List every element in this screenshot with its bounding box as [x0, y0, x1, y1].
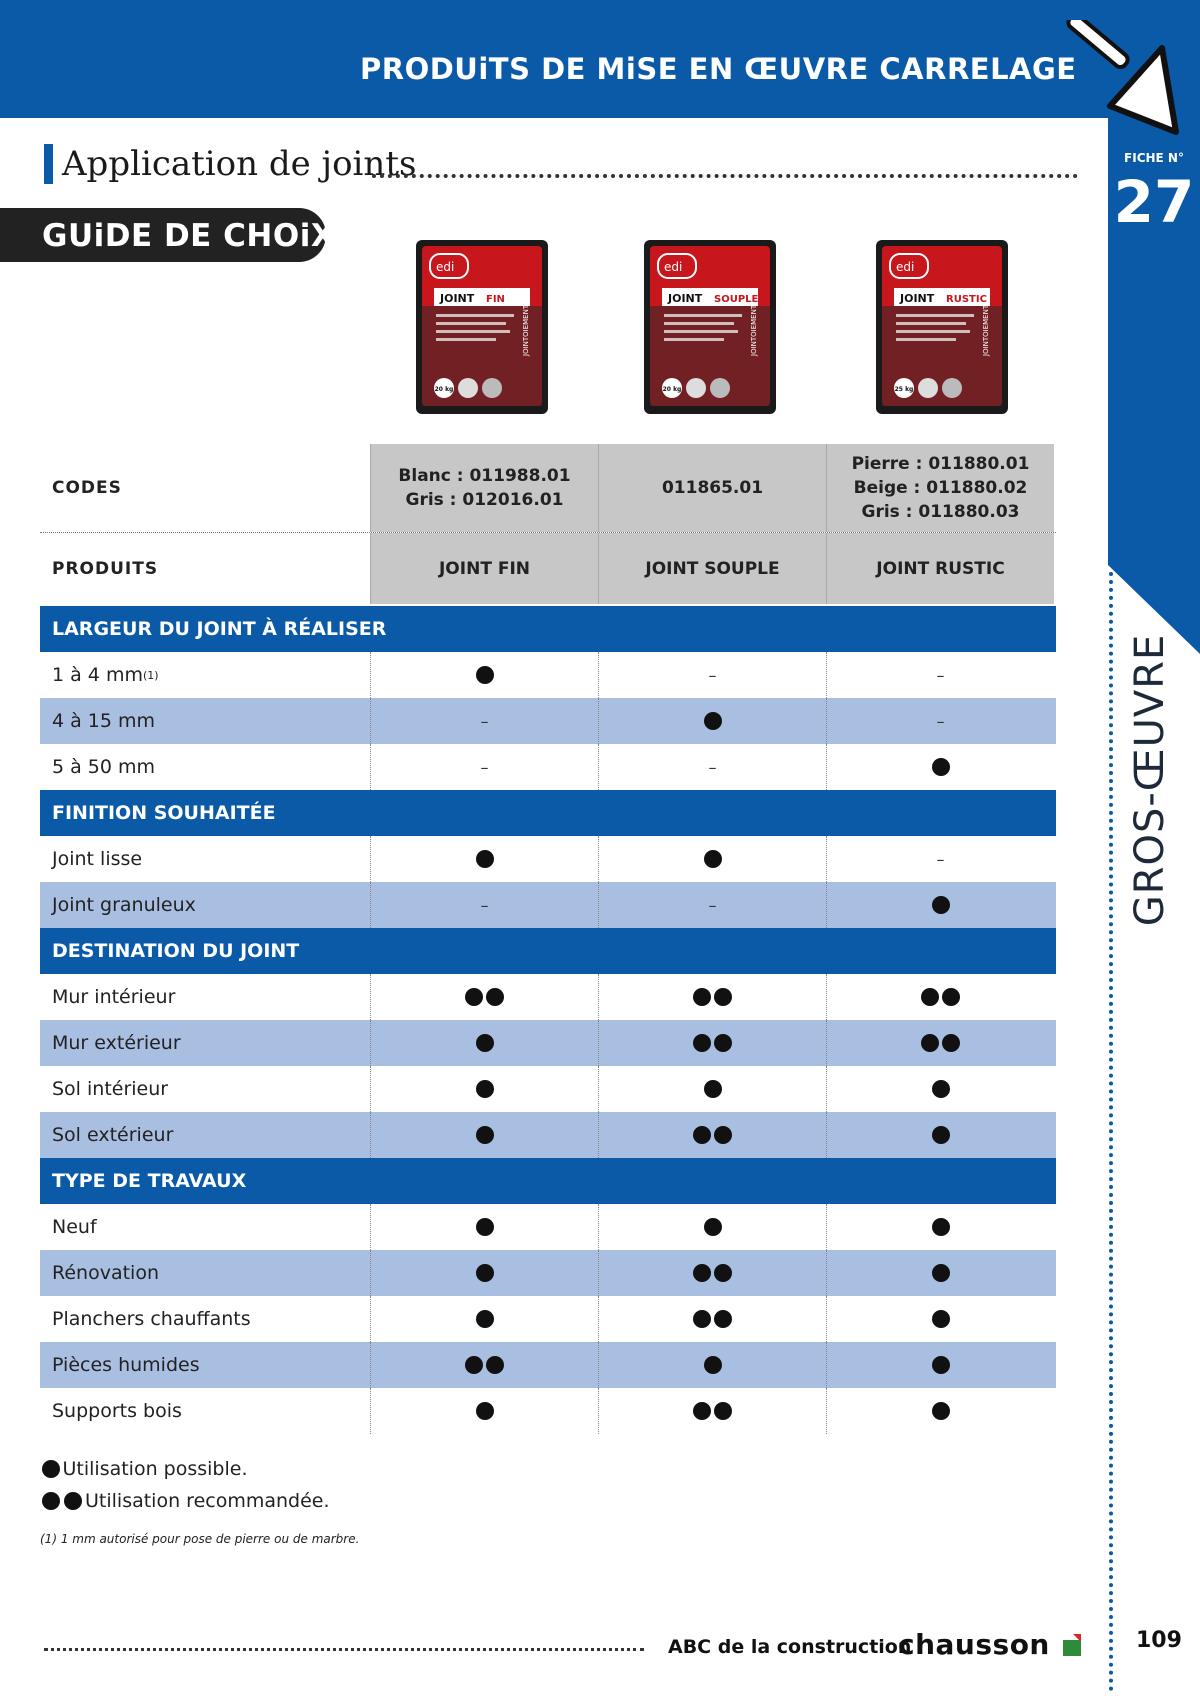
dot-icon [476, 1080, 494, 1098]
dot-icon [476, 1034, 494, 1052]
dot-icon [486, 988, 504, 1006]
value-cell [826, 698, 1054, 744]
row-label: Pièces humides [52, 1354, 200, 1376]
dot-icon [714, 1034, 732, 1052]
value-cell [370, 1066, 598, 1112]
dot-icon [932, 1080, 950, 1098]
row-label: Joint granuleux [52, 894, 196, 916]
legend-recommended-text: Utilisation recommandée. [85, 1490, 330, 1512]
bag-brand: edi [896, 260, 915, 274]
produits-row [40, 533, 1056, 604]
title-leader-dots [372, 174, 1078, 178]
section-header: DESTINATION DU JOINT [40, 928, 1056, 974]
row-label: Sol extérieur [52, 1124, 174, 1146]
dash-mark: – [480, 711, 489, 731]
value-cell [826, 974, 1054, 1020]
codes-row [40, 444, 1056, 532]
value-cell [370, 698, 598, 744]
dot-icon [64, 1492, 82, 1510]
bag-name-b: SOUPLE [714, 294, 759, 305]
product-name-3: JOINT RUSTIC [826, 533, 1054, 604]
fiche-label: FICHE N° [1124, 151, 1184, 165]
dot-icon [704, 1080, 722, 1098]
dash-mark: – [708, 757, 717, 777]
bag-side-text: JOINTOIEMENT [522, 304, 530, 356]
row-label: Neuf [52, 1216, 97, 1238]
value-cell [370, 1342, 598, 1388]
value-cell [826, 1066, 1054, 1112]
value-cell [826, 1020, 1054, 1066]
dot-icon [693, 1402, 711, 1420]
value-cell [598, 1250, 826, 1296]
value-cell [826, 1112, 1054, 1158]
value-cell [598, 1296, 826, 1342]
dot-icon [42, 1460, 60, 1478]
table-row [40, 836, 1056, 882]
value-cell [370, 1204, 598, 1250]
value-cell [598, 1066, 826, 1112]
value-cell [370, 836, 598, 882]
dot-icon [486, 1356, 504, 1374]
dot-icon [476, 666, 494, 684]
value-cell [598, 882, 826, 928]
dot-icon [476, 1126, 494, 1144]
dot-icon [42, 1492, 60, 1510]
row-label: Supports bois [52, 1400, 182, 1422]
table-row [40, 1204, 1056, 1250]
table-row [40, 652, 1056, 698]
dot-icon [932, 1356, 950, 1374]
logo-mark-icon [1063, 1634, 1081, 1656]
bag-name-a: JOINT [668, 292, 703, 305]
value-cell [598, 974, 826, 1020]
dot-icon [932, 1402, 950, 1420]
row-label: 1 à 4 mm (1) [52, 664, 159, 686]
dash-mark: – [480, 895, 489, 915]
dash-mark: – [936, 711, 945, 731]
dot-icon [704, 1218, 722, 1236]
dot-icon [693, 1034, 711, 1052]
product-bag-2 [640, 236, 780, 418]
product-code-3: Pierre : 011880.01 Beige : 011880.02 Gris : 011880.03 [826, 444, 1054, 532]
bag-brand: edi [436, 260, 455, 274]
value-cell [826, 836, 1054, 882]
row-label: Sol intérieur [52, 1078, 169, 1100]
table-row [40, 1066, 1056, 1112]
value-cell [598, 652, 826, 698]
dot-icon [476, 1310, 494, 1328]
header-title: PRODUiTS DE MiSE EN ŒUVRE CARRELAGE [360, 52, 1077, 86]
dot-icon [476, 850, 494, 868]
value-cell [370, 1020, 598, 1066]
value-cell [826, 652, 1054, 698]
bag-side-text: JOINTOIEMENT [750, 304, 758, 356]
value-cell [826, 1296, 1054, 1342]
table-row [40, 974, 1056, 1020]
codes-label: CODES [52, 478, 122, 498]
table-row [40, 1388, 1056, 1434]
table-row [40, 698, 1056, 744]
dash-mark: – [708, 895, 717, 915]
bag-weight: 20 kg [662, 386, 682, 393]
table-row [40, 1250, 1056, 1296]
sidebar-dotted-line [1109, 572, 1113, 1692]
bag-name-b: RUSTIC [946, 294, 987, 305]
table-row [40, 1020, 1056, 1066]
dash-mark: – [936, 665, 945, 685]
product-name-1: JOINT FIN [370, 533, 598, 604]
dot-icon [693, 1264, 711, 1282]
dot-icon [714, 1402, 732, 1420]
value-cell [598, 1342, 826, 1388]
dot-icon [714, 988, 732, 1006]
dot-icon [704, 712, 722, 730]
bag-side-text: JOINTOIEMENT [982, 304, 990, 356]
dot-icon [921, 988, 939, 1006]
product-name-2: JOINT SOUPLE [598, 533, 826, 604]
section-header: LARGEUR DU JOINT À RÉALISER [40, 606, 1056, 652]
table-row [40, 1112, 1056, 1158]
title-accent [44, 144, 53, 184]
dot-icon [476, 1402, 494, 1420]
product-code-1: Blanc : 011988.01 Gris : 012016.01 [370, 444, 598, 532]
row-label: Mur intérieur [52, 986, 176, 1008]
value-cell [826, 744, 1054, 790]
dash-mark: – [708, 665, 717, 685]
page-number: 109 [1136, 1628, 1182, 1653]
footer-abc: ABC de la construction [668, 1636, 912, 1658]
section-header: FINITION SOUHAITÉE [40, 790, 1056, 836]
dot-icon [693, 988, 711, 1006]
bag-weight: 20 kg [434, 386, 454, 393]
dash-mark: – [480, 757, 489, 777]
dot-icon [932, 896, 950, 914]
dot-icon [693, 1310, 711, 1328]
dot-icon [932, 758, 950, 776]
legend-possible-text: Utilisation possible. [62, 1458, 248, 1480]
fiche-number: 27 [1113, 168, 1195, 236]
value-cell [598, 1388, 826, 1434]
legend-possible [40, 1458, 248, 1480]
product-bag-3 [872, 236, 1012, 418]
dot-icon [704, 1356, 722, 1374]
value-cell [598, 1112, 826, 1158]
value-cell [370, 1250, 598, 1296]
brand-logo: chausson [898, 1628, 1050, 1661]
value-cell [370, 882, 598, 928]
value-cell [598, 1204, 826, 1250]
dot-icon [465, 1356, 483, 1374]
dot-icon [921, 1034, 939, 1052]
value-cell [370, 1388, 598, 1434]
footer-leader-dots [44, 1648, 644, 1651]
section-label: GROS-ŒUVRE [1127, 633, 1173, 927]
dot-icon [932, 1310, 950, 1328]
dot-icon [932, 1218, 950, 1236]
dot-icon [942, 988, 960, 1006]
table-row [40, 1296, 1056, 1342]
trowel-icon [1052, 20, 1182, 150]
value-cell [826, 882, 1054, 928]
section-header: TYPE DE TRAVAUX [40, 1158, 1056, 1204]
row-label: Mur extérieur [52, 1032, 181, 1054]
footnote-ref: (1) [142, 668, 159, 682]
product-bag-1 [412, 236, 552, 418]
value-cell [598, 698, 826, 744]
value-cell [598, 744, 826, 790]
value-cell [370, 744, 598, 790]
bag-name-a: JOINT [900, 292, 935, 305]
value-cell [826, 1342, 1054, 1388]
guide-label: GUiDE DE CHOiX [42, 218, 336, 254]
dot-icon [714, 1310, 732, 1328]
value-cell [826, 1204, 1054, 1250]
value-cell [598, 1020, 826, 1066]
table-row [40, 882, 1056, 928]
bag-name-a: JOINT [440, 292, 475, 305]
value-cell [370, 1296, 598, 1342]
row-label: Rénovation [52, 1262, 159, 1284]
value-cell [598, 836, 826, 882]
value-cell [370, 974, 598, 1020]
dot-icon [704, 850, 722, 868]
value-cell [826, 1250, 1054, 1296]
dash-mark: – [936, 849, 945, 869]
row-label: Joint lisse [52, 848, 143, 870]
dot-icon [714, 1126, 732, 1144]
dot-icon [476, 1264, 494, 1282]
dot-icon [942, 1034, 960, 1052]
row-label: 4 à 15 mm [52, 710, 156, 732]
dot-icon [693, 1126, 711, 1144]
dot-icon [714, 1264, 732, 1282]
dot-icon [932, 1264, 950, 1282]
footnote: (1) 1 mm autorisé pour pose de pierre ou de marbre. [40, 1532, 360, 1546]
row-label: 5 à 50 mm [52, 756, 156, 778]
value-cell [826, 1388, 1054, 1434]
bag-name-b: FIN [486, 294, 505, 305]
page-title: Application de joints [62, 144, 417, 184]
dot-icon [465, 988, 483, 1006]
bag-brand: edi [664, 260, 683, 274]
legend-recommended [40, 1490, 330, 1512]
table-row [40, 744, 1056, 790]
value-cell [370, 1112, 598, 1158]
dot-icon [476, 1218, 494, 1236]
produits-label: PRODUITS [52, 558, 159, 579]
value-cell [370, 652, 598, 698]
row-label: Planchers chauffants [52, 1308, 251, 1330]
product-code-2: 011865.01 [598, 444, 826, 532]
bag-weight: 25 kg [894, 386, 914, 393]
dot-icon [932, 1126, 950, 1144]
table-row [40, 1342, 1056, 1388]
